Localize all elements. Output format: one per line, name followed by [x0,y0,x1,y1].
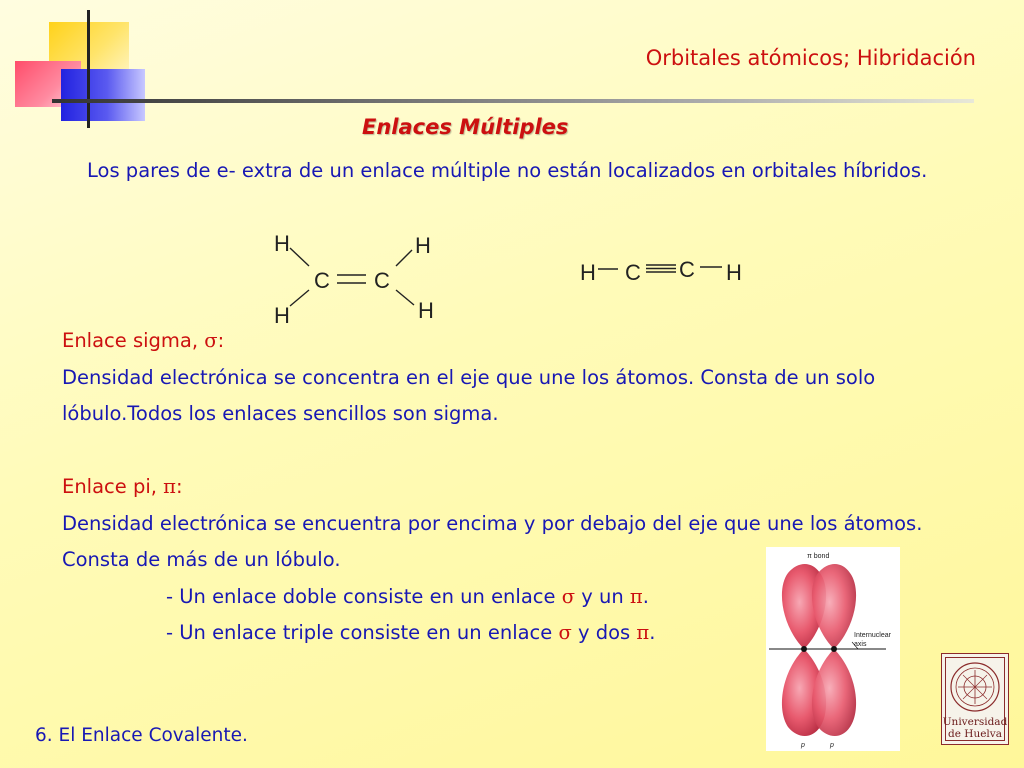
p-label-left: p [801,742,805,749]
university-logo [941,653,1009,745]
p-label-right: p [830,742,834,749]
bullet-triple-bond: - Un enlace triple consiste en un enlace σ y dos π. [166,621,656,644]
right-lower-lobe [812,649,856,736]
ethylene-atom: C [314,268,330,293]
acetylene-atom: H [580,260,596,285]
decor-horizontal-line [52,99,974,103]
nucleus-left [801,646,807,652]
axis-label: Internuclear [854,632,891,639]
sigma-description: Densidad electrónica se concentra en el eje que une los átomos. Consta de un solo lóbulo.Todos los enlaces sencillos son sigma. [62,365,876,425]
slide-heading: Enlaces Múltiples [362,115,569,139]
sigma-heading: Enlace sigma, σ: [62,329,225,352]
intro-paragraph: Los pares de e- extra de un enlace múltiple no están localizados en orbitales híbridos. [87,159,928,182]
acetylene-structure [578,250,753,290]
ethylene-structure [262,228,452,328]
pi-heading: Enlace pi, π: [62,475,183,498]
acetylene-atom: H [726,260,742,285]
pi-bond-figure [766,547,900,751]
seal-icon [942,656,1008,716]
pi-description: Densidad electrónica se encuentra por encima y por debajo del eje que une los átomos. Consta de más de un lóbulo. [62,511,923,571]
pi-bond-label: π bond [807,553,830,560]
nucleus-right [831,646,837,652]
axis-label: axis [854,641,867,648]
footer-text: 6. El Enlace Covalente. [35,725,248,746]
ethylene-atom: H [274,303,290,328]
decor-vertical-line [87,10,90,128]
header-title: Orbitales atómicos; Hibridación [645,46,976,70]
logo-text: Universidad de Huelva [942,716,1008,740]
bullet-double-bond: - Un enlace doble consiste en un enlace σ y un π. [166,584,649,608]
decor-blue-square [61,69,145,121]
ethylene-atom: H [415,233,431,258]
acetylene-atom: C [679,257,695,282]
acetylene-atom: C [625,260,641,285]
ethylene-atom: H [274,231,290,256]
ethylene-atom: H [418,298,434,323]
right-upper-lobe [812,564,856,649]
ethylene-atom: C [374,268,390,293]
